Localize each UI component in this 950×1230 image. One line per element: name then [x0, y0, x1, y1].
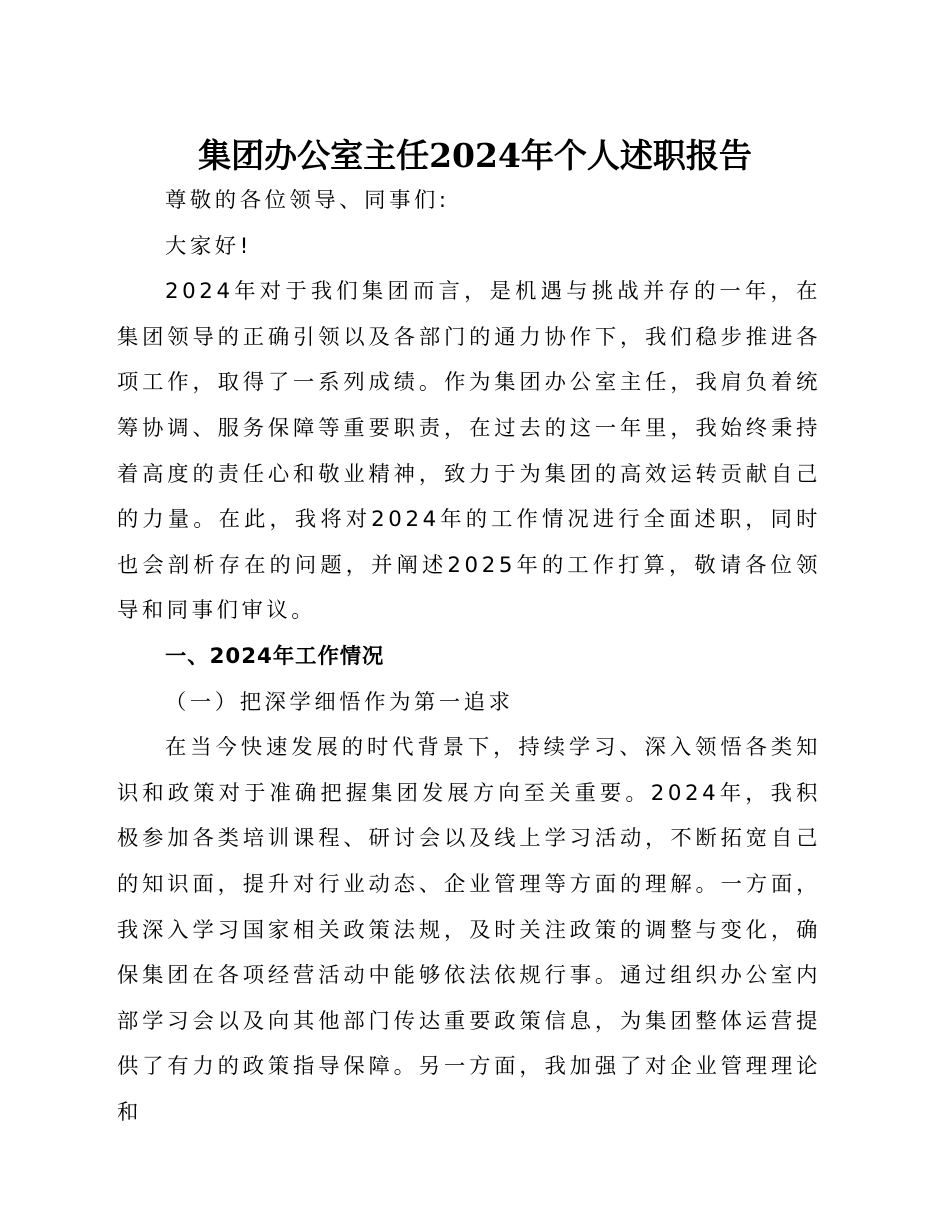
greeting: 大家好! [165, 233, 252, 259]
subsection-heading: （一）把深学细悟作为第一追求 [165, 689, 514, 715]
subsection-paragraph: 在当今快速发展的时代背景下，持续学习、深入领悟各类知识和政策对于准确把握集团发展方向至关重要。2024年，我积极参加各类培训课程、研讨会以及线上学习活动，不断拓宽自己的知识面，提升对行业动态、企业管理等方面的理解。一方面，我深入学习国家相关政策法规，及时关注政策的调整与变化，确保集团在各项经营活动中能够依法依规行事。通过组织办公室内部学习会以及向其他部门传达重要政策信息，为集团整体运营提供了有力的政策指导保障。另一方面，我加强了对企业管理理论和 [117, 735, 821, 1125]
salutation: 尊敬的各位领导、同事们: [165, 188, 450, 213]
document-body [117, 178, 821, 1135]
intro-paragraph: 2024年对于我们集团而言，是机遇与挑战并存的一年，在集团领导的正确引领以及各部门的通力协作下，我们稳步推进各项工作，取得了一系列成绩。作为集团办公室主任，我肩负着统筹协调、服务保障等重要职责，在过去的这一年里，我始终秉持着高度的责任心和敬业精神，致力于为集团的高效运转贡献自己的力量。在此，我将对2024年的工作情况进行全面述职，同时也会剖析存在的问题，并阐述2025年的工作打算，敬请各位领导和同事们审议。 [117, 279, 821, 624]
document-title: 集团办公室主任2024年个人述职报告 [198, 136, 752, 175]
section-heading: 一、2024年工作情况 [165, 643, 385, 669]
